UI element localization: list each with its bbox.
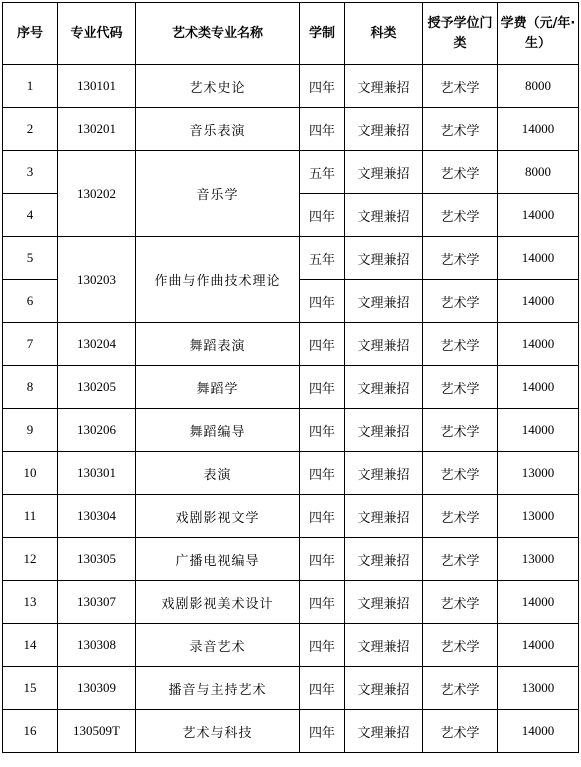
cell-duration: 四年 — [300, 108, 345, 151]
cell-degree: 艺术学 — [423, 280, 498, 323]
cell-category: 文理兼招 — [345, 495, 423, 538]
table-row — [3, 452, 579, 495]
cell-fee: 14000 — [498, 323, 579, 366]
cell-index: 11 — [3, 495, 58, 538]
cell-code: 130204 — [58, 323, 136, 366]
header-degree: 授予学位门类 — [423, 3, 498, 65]
cell-index: 5 — [3, 237, 58, 280]
cell-degree: 艺术学 — [423, 581, 498, 624]
header-code: 专业代码 — [58, 3, 136, 65]
cell-duration: 四年 — [300, 581, 345, 624]
cell-name: 戏剧影视文学 — [136, 495, 300, 538]
cell-index: 8 — [3, 366, 58, 409]
cell-fee: 13000 — [498, 538, 579, 581]
cell-category: 文理兼招 — [345, 624, 423, 667]
table-row — [3, 538, 579, 581]
cell-code: 130305 — [58, 538, 136, 581]
header-category: 科类 — [345, 3, 423, 65]
table-row — [3, 495, 579, 538]
table-row — [3, 624, 579, 667]
cell-fee: 14000 — [498, 237, 579, 280]
cell-fee: 8000 — [498, 65, 579, 108]
cell-degree: 艺术学 — [423, 667, 498, 710]
cell-degree: 艺术学 — [423, 710, 498, 753]
table-row — [3, 366, 579, 409]
cell-duration: 四年 — [300, 280, 345, 323]
cell-name: 音乐表演 — [136, 108, 300, 151]
cell-index: 7 — [3, 323, 58, 366]
cell-name: 录音艺术 — [136, 624, 300, 667]
table-row — [3, 710, 579, 753]
header-name: 艺术类专业名称 — [136, 3, 300, 65]
cell-duration: 四年 — [300, 667, 345, 710]
cell-duration: 四年 — [300, 624, 345, 667]
cell-code: 130308 — [58, 624, 136, 667]
cell-code: 130203 — [58, 237, 136, 323]
cell-category: 文理兼招 — [345, 108, 423, 151]
cell-index: 4 — [3, 194, 58, 237]
cell-code: 130509T — [58, 710, 136, 753]
cell-index: 6 — [3, 280, 58, 323]
cell-fee: 14000 — [498, 581, 579, 624]
cell-duration: 四年 — [300, 194, 345, 237]
cell-duration: 四年 — [300, 323, 345, 366]
cell-duration: 四年 — [300, 409, 345, 452]
cell-category: 文理兼招 — [345, 710, 423, 753]
cell-code: 130201 — [58, 108, 136, 151]
cell-name: 舞蹈编导 — [136, 409, 300, 452]
cell-duration: 四年 — [300, 65, 345, 108]
cell-name: 作曲与作曲技术理论 — [136, 237, 300, 323]
cell-index: 1 — [3, 65, 58, 108]
cell-degree: 艺术学 — [423, 194, 498, 237]
cell-degree: 艺术学 — [423, 65, 498, 108]
cell-index: 12 — [3, 538, 58, 581]
table-row — [3, 581, 579, 624]
cell-name: 广播电视编导 — [136, 538, 300, 581]
header-fee: 学费（元/年·生） — [498, 3, 579, 65]
table-row — [3, 323, 579, 366]
header-duration: 学制 — [300, 3, 345, 65]
cell-index: 2 — [3, 108, 58, 151]
cell-name: 表演 — [136, 452, 300, 495]
cell-category: 文理兼招 — [345, 452, 423, 495]
cell-fee: 14000 — [498, 409, 579, 452]
cell-category: 文理兼招 — [345, 194, 423, 237]
table-row — [3, 151, 579, 194]
cell-code: 130304 — [58, 495, 136, 538]
cell-code: 130301 — [58, 452, 136, 495]
cell-code: 130307 — [58, 581, 136, 624]
table-row — [3, 65, 579, 108]
cell-category: 文理兼招 — [345, 409, 423, 452]
table-row — [3, 667, 579, 710]
cell-duration: 五年 — [300, 237, 345, 280]
cell-code: 130309 — [58, 667, 136, 710]
table-row — [3, 409, 579, 452]
cell-degree: 艺术学 — [423, 323, 498, 366]
cell-name: 戏剧影视美术设计 — [136, 581, 300, 624]
cell-fee: 14000 — [498, 280, 579, 323]
cell-index: 9 — [3, 409, 58, 452]
program-table — [2, 2, 579, 753]
cell-fee: 13000 — [498, 667, 579, 710]
cell-name: 艺术史论 — [136, 65, 300, 108]
cell-degree: 艺术学 — [423, 108, 498, 151]
cell-code: 130202 — [58, 151, 136, 237]
cell-name: 舞蹈学 — [136, 366, 300, 409]
table-row — [3, 108, 579, 151]
cell-index: 13 — [3, 581, 58, 624]
cell-fee: 13000 — [498, 452, 579, 495]
cell-duration: 五年 — [300, 151, 345, 194]
cell-index: 15 — [3, 667, 58, 710]
header-index: 序号 — [3, 3, 58, 65]
cell-index: 16 — [3, 710, 58, 753]
cell-fee: 14000 — [498, 624, 579, 667]
cell-fee: 14000 — [498, 710, 579, 753]
cell-duration: 四年 — [300, 495, 345, 538]
cell-duration: 四年 — [300, 366, 345, 409]
table-body — [3, 65, 579, 753]
cell-name: 艺术与科技 — [136, 710, 300, 753]
cell-degree: 艺术学 — [423, 624, 498, 667]
cell-code: 130101 — [58, 65, 136, 108]
cell-degree: 艺术学 — [423, 366, 498, 409]
cell-duration: 四年 — [300, 538, 345, 581]
cell-category: 文理兼招 — [345, 280, 423, 323]
cell-name: 音乐学 — [136, 151, 300, 237]
cell-category: 文理兼招 — [345, 151, 423, 194]
cell-code: 130206 — [58, 409, 136, 452]
table-row — [3, 237, 579, 280]
header-row — [3, 3, 579, 65]
cell-category: 文理兼招 — [345, 323, 423, 366]
cell-name: 播音与主持艺术 — [136, 667, 300, 710]
cell-fee: 14000 — [498, 194, 579, 237]
cell-degree: 艺术学 — [423, 452, 498, 495]
cell-index: 3 — [3, 151, 58, 194]
cell-fee: 14000 — [498, 366, 579, 409]
cell-fee: 13000 — [498, 495, 579, 538]
cell-code: 130205 — [58, 366, 136, 409]
cell-index: 10 — [3, 452, 58, 495]
cell-fee: 14000 — [498, 108, 579, 151]
cell-fee: 8000 — [498, 151, 579, 194]
cell-category: 文理兼招 — [345, 667, 423, 710]
cell-degree: 艺术学 — [423, 538, 498, 581]
cell-degree: 艺术学 — [423, 495, 498, 538]
cell-category: 文理兼招 — [345, 237, 423, 280]
cell-category: 文理兼招 — [345, 65, 423, 108]
cell-category: 文理兼招 — [345, 538, 423, 581]
cell-duration: 四年 — [300, 710, 345, 753]
cell-category: 文理兼招 — [345, 366, 423, 409]
cell-name: 舞蹈表演 — [136, 323, 300, 366]
cell-duration: 四年 — [300, 452, 345, 495]
cell-degree: 艺术学 — [423, 409, 498, 452]
cell-degree: 艺术学 — [423, 151, 498, 194]
cell-index: 14 — [3, 624, 58, 667]
cell-category: 文理兼招 — [345, 581, 423, 624]
cell-degree: 艺术学 — [423, 237, 498, 280]
